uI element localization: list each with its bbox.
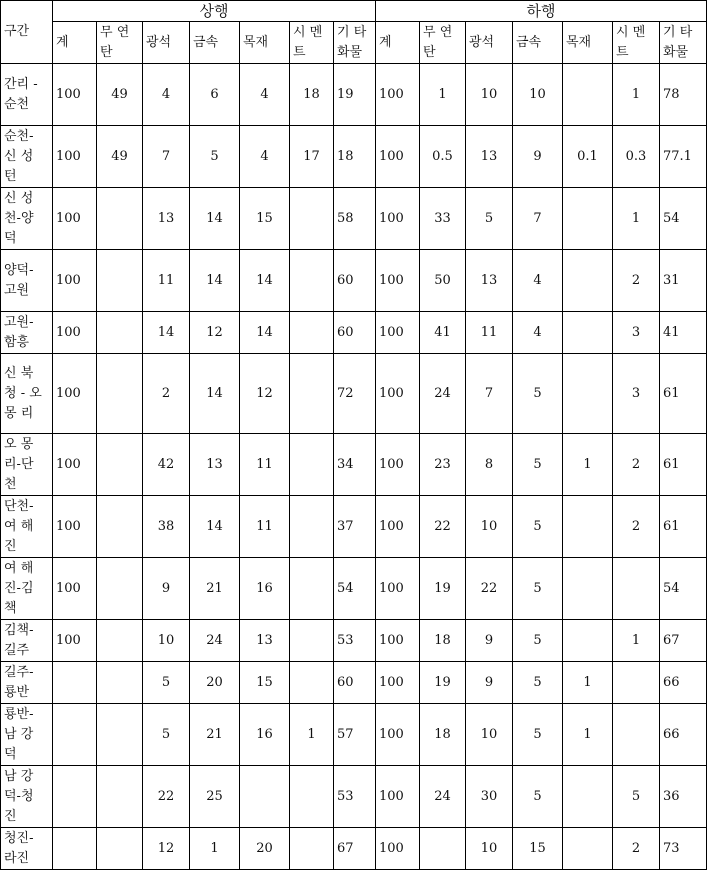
up-value-cell: 14 — [190, 188, 240, 250]
up-value-cell — [290, 496, 334, 558]
down-value-cell: 61 — [660, 434, 707, 496]
table-row — [1, 250, 707, 312]
up-value-cell — [97, 620, 143, 662]
down-value-cell: 23 — [420, 434, 466, 496]
down-value-cell: 100 — [376, 188, 420, 250]
up-value-cell: 14 — [190, 354, 240, 434]
down-value-cell — [563, 558, 613, 620]
down-value-cell: 5 — [513, 354, 563, 434]
up-value-cell: 100 — [53, 312, 97, 354]
up-value-cell: 100 — [53, 126, 97, 188]
down-value-cell: 9 — [466, 662, 513, 704]
segment-cell: 신 북 청 - 오 몽 리 — [1, 354, 53, 434]
up-value-cell: 11 — [240, 496, 290, 558]
down-value-cell: 100 — [376, 496, 420, 558]
table-row — [1, 126, 707, 188]
up-value-cell: 54 — [334, 558, 376, 620]
down-value-cell: 4 — [513, 312, 563, 354]
segment-cell: 고원- 함흥 — [1, 312, 53, 354]
down-value-cell: 5 — [513, 620, 563, 662]
up-value-cell — [53, 766, 97, 828]
down-value-cell: 1 — [613, 620, 660, 662]
down-value-cell: 1 — [613, 64, 660, 126]
up-value-cell: 60 — [334, 250, 376, 312]
up-value-cell: 42 — [143, 434, 190, 496]
up-value-cell: 53 — [334, 766, 376, 828]
down-direction-header: 하행 — [376, 1, 707, 22]
up-value-cell: 22 — [143, 766, 190, 828]
up-value-cell: 10 — [143, 620, 190, 662]
down-value-cell: 0.3 — [613, 126, 660, 188]
down-value-cell: 100 — [376, 354, 420, 434]
down-value-cell: 10 — [466, 704, 513, 766]
segment-cell: 길주- 룡반 — [1, 662, 53, 704]
up-value-cell — [97, 188, 143, 250]
up-value-cell — [97, 662, 143, 704]
down-value-cell: 3 — [613, 312, 660, 354]
up-value-cell — [53, 662, 97, 704]
table-row — [1, 434, 707, 496]
down-value-cell — [613, 704, 660, 766]
up-value-cell: 49 — [97, 126, 143, 188]
up-value-cell: 60 — [334, 312, 376, 354]
down-value-cell: 9 — [466, 620, 513, 662]
down-value-cell: 2 — [613, 434, 660, 496]
up-value-cell: 9 — [143, 558, 190, 620]
down-value-cell: 100 — [376, 250, 420, 312]
segment-cell: 오 몽 리-단 천 — [1, 434, 53, 496]
up-value-cell: 100 — [53, 496, 97, 558]
down-value-cell — [563, 354, 613, 434]
up-value-cell: 100 — [53, 354, 97, 434]
down-cement-header: 시 멘트 — [613, 22, 660, 64]
down-value-cell: 5 — [513, 704, 563, 766]
down-value-cell: 1 — [563, 704, 613, 766]
table-row — [1, 558, 707, 620]
down-value-cell — [563, 766, 613, 828]
segment-cell: 김책- 길주 — [1, 620, 53, 662]
down-value-cell: 5 — [513, 766, 563, 828]
up-value-cell: 1 — [190, 828, 240, 870]
up-value-cell — [53, 704, 97, 766]
down-value-cell: 100 — [376, 434, 420, 496]
up-value-cell: 18 — [290, 64, 334, 126]
up-value-cell: 5 — [143, 704, 190, 766]
segment-column-header: 구간 — [1, 1, 53, 64]
down-other-header: 기 타 화물 — [660, 22, 707, 64]
table-row — [1, 188, 707, 250]
up-value-cell: 24 — [190, 620, 240, 662]
up-value-cell: 58 — [334, 188, 376, 250]
down-value-cell: 19 — [420, 558, 466, 620]
down-value-cell — [613, 558, 660, 620]
up-value-cell: 4 — [240, 64, 290, 126]
table-row — [1, 312, 707, 354]
down-metal-header: 금속 — [513, 22, 563, 64]
down-value-cell: 11 — [466, 312, 513, 354]
up-value-cell: 12 — [240, 354, 290, 434]
up-anthracite-header: 무 연탄 — [97, 22, 143, 64]
up-value-cell — [97, 354, 143, 434]
up-value-cell: 14 — [190, 496, 240, 558]
down-value-cell: 100 — [376, 312, 420, 354]
up-value-cell: 60 — [334, 662, 376, 704]
down-value-cell: 100 — [376, 704, 420, 766]
down-value-cell: 10 — [466, 496, 513, 558]
down-value-cell: 0.5 — [420, 126, 466, 188]
up-value-cell — [290, 662, 334, 704]
up-total-header: 계 — [53, 22, 97, 64]
down-value-cell: 0.1 — [563, 126, 613, 188]
down-value-cell: 13 — [466, 126, 513, 188]
up-value-cell: 21 — [190, 704, 240, 766]
up-value-cell: 53 — [334, 620, 376, 662]
down-value-cell: 1 — [563, 662, 613, 704]
down-value-cell: 9 — [513, 126, 563, 188]
up-value-cell: 49 — [97, 64, 143, 126]
down-value-cell: 10 — [513, 64, 563, 126]
up-value-cell: 6 — [190, 64, 240, 126]
up-value-cell — [97, 704, 143, 766]
up-value-cell — [290, 620, 334, 662]
table-row — [1, 662, 707, 704]
up-value-cell: 21 — [190, 558, 240, 620]
up-value-cell: 72 — [334, 354, 376, 434]
down-value-cell: 1 — [563, 434, 613, 496]
up-value-cell: 12 — [143, 828, 190, 870]
up-value-cell: 100 — [53, 434, 97, 496]
up-value-cell: 15 — [240, 188, 290, 250]
down-value-cell: 5 — [513, 434, 563, 496]
up-cement-header: 시 멘트 — [290, 22, 334, 64]
up-value-cell: 100 — [53, 620, 97, 662]
up-value-cell: 13 — [190, 434, 240, 496]
group-header-row — [1, 1, 707, 22]
up-value-cell — [290, 354, 334, 434]
down-ore-header: 광석 — [466, 22, 513, 64]
down-value-cell: 33 — [420, 188, 466, 250]
down-value-cell: 100 — [376, 662, 420, 704]
up-value-cell: 14 — [240, 312, 290, 354]
down-value-cell: 1 — [420, 64, 466, 126]
segment-cell: 양덕- 고원 — [1, 250, 53, 312]
down-timber-header: 목재 — [563, 22, 613, 64]
down-value-cell: 66 — [660, 662, 707, 704]
up-value-cell: 57 — [334, 704, 376, 766]
up-value-cell: 100 — [53, 250, 97, 312]
down-value-cell — [563, 496, 613, 558]
down-value-cell: 19 — [420, 662, 466, 704]
up-value-cell: 38 — [143, 496, 190, 558]
down-value-cell: 10 — [466, 828, 513, 870]
up-value-cell: 12 — [190, 312, 240, 354]
down-value-cell: 100 — [376, 64, 420, 126]
down-value-cell: 73 — [660, 828, 707, 870]
down-value-cell: 78 — [660, 64, 707, 126]
down-value-cell — [563, 64, 613, 126]
down-value-cell: 77.1 — [660, 126, 707, 188]
up-value-cell: 16 — [240, 558, 290, 620]
up-value-cell: 34 — [334, 434, 376, 496]
up-value-cell: 100 — [53, 64, 97, 126]
down-value-cell: 7 — [513, 188, 563, 250]
up-value-cell: 67 — [334, 828, 376, 870]
up-value-cell: 4 — [143, 64, 190, 126]
down-value-cell: 100 — [376, 620, 420, 662]
down-value-cell: 5 — [513, 662, 563, 704]
up-value-cell — [290, 558, 334, 620]
table-row — [1, 620, 707, 662]
down-value-cell: 67 — [660, 620, 707, 662]
down-value-cell: 66 — [660, 704, 707, 766]
up-value-cell: 18 — [334, 126, 376, 188]
sub-header-row — [1, 22, 707, 64]
down-value-cell — [563, 312, 613, 354]
down-value-cell — [563, 188, 613, 250]
up-value-cell: 5 — [143, 662, 190, 704]
up-value-cell: 20 — [240, 828, 290, 870]
up-timber-header: 목재 — [240, 22, 290, 64]
up-value-cell: 14 — [190, 250, 240, 312]
down-value-cell: 54 — [660, 188, 707, 250]
up-value-cell — [290, 188, 334, 250]
down-value-cell: 31 — [660, 250, 707, 312]
table-row — [1, 64, 707, 126]
up-value-cell: 4 — [240, 126, 290, 188]
up-value-cell — [290, 312, 334, 354]
down-value-cell: 22 — [466, 558, 513, 620]
up-value-cell — [240, 766, 290, 828]
up-value-cell: 13 — [240, 620, 290, 662]
down-value-cell: 24 — [420, 766, 466, 828]
down-value-cell: 36 — [660, 766, 707, 828]
up-value-cell — [97, 496, 143, 558]
up-value-cell — [97, 558, 143, 620]
up-value-cell: 16 — [240, 704, 290, 766]
down-value-cell: 22 — [420, 496, 466, 558]
down-value-cell: 5 — [513, 558, 563, 620]
up-value-cell: 17 — [290, 126, 334, 188]
down-value-cell: 13 — [466, 250, 513, 312]
down-value-cell: 5 — [613, 766, 660, 828]
table-body — [1, 64, 707, 870]
segment-cell: 남 강 덕-청 진 — [1, 766, 53, 828]
table-row — [1, 766, 707, 828]
up-value-cell — [97, 766, 143, 828]
down-value-cell: 3 — [613, 354, 660, 434]
up-value-cell: 2 — [143, 354, 190, 434]
up-value-cell: 11 — [143, 250, 190, 312]
down-value-cell: 1 — [613, 188, 660, 250]
down-value-cell: 100 — [376, 766, 420, 828]
down-value-cell: 5 — [466, 188, 513, 250]
up-value-cell: 11 — [240, 434, 290, 496]
down-value-cell: 18 — [420, 620, 466, 662]
down-value-cell: 10 — [466, 64, 513, 126]
segment-cell: 룡반- 남 강 덕 — [1, 704, 53, 766]
down-value-cell: 18 — [420, 704, 466, 766]
down-value-cell: 41 — [420, 312, 466, 354]
segment-cell: 간리 -순천 — [1, 64, 53, 126]
down-value-cell: 100 — [376, 828, 420, 870]
up-value-cell: 5 — [190, 126, 240, 188]
down-value-cell: 24 — [420, 354, 466, 434]
up-metal-header: 금속 — [190, 22, 240, 64]
up-value-cell: 25 — [190, 766, 240, 828]
down-value-cell: 4 — [513, 250, 563, 312]
down-value-cell: 61 — [660, 354, 707, 434]
down-value-cell: 5 — [513, 496, 563, 558]
up-ore-header: 광석 — [143, 22, 190, 64]
up-value-cell: 100 — [53, 558, 97, 620]
up-value-cell — [290, 250, 334, 312]
up-direction-header: 상행 — [53, 1, 376, 22]
down-value-cell — [563, 620, 613, 662]
down-anthracite-header: 무 연탄 — [420, 22, 466, 64]
segment-cell: 신 성 천-양 덕 — [1, 188, 53, 250]
segment-cell: 청진- 라진 — [1, 828, 53, 870]
down-value-cell: 8 — [466, 434, 513, 496]
up-value-cell: 19 — [334, 64, 376, 126]
table-row — [1, 496, 707, 558]
table-row — [1, 704, 707, 766]
up-value-cell: 37 — [334, 496, 376, 558]
down-value-cell: 15 — [513, 828, 563, 870]
up-value-cell: 1 — [290, 704, 334, 766]
up-value-cell: 14 — [143, 312, 190, 354]
up-value-cell: 13 — [143, 188, 190, 250]
up-value-cell — [97, 434, 143, 496]
down-value-cell: 2 — [613, 828, 660, 870]
down-value-cell: 61 — [660, 496, 707, 558]
table-row — [1, 354, 707, 434]
down-value-cell: 100 — [376, 126, 420, 188]
up-value-cell — [97, 250, 143, 312]
down-value-cell: 50 — [420, 250, 466, 312]
up-value-cell — [97, 312, 143, 354]
down-value-cell: 7 — [466, 354, 513, 434]
down-value-cell: 2 — [613, 250, 660, 312]
up-value-cell: 15 — [240, 662, 290, 704]
up-value-cell — [290, 766, 334, 828]
up-other-header: 기 타 화물 — [334, 22, 376, 64]
down-value-cell — [563, 250, 613, 312]
up-value-cell: 14 — [240, 250, 290, 312]
down-value-cell: 54 — [660, 558, 707, 620]
segment-cell: 단천- 여 해 진 — [1, 496, 53, 558]
up-value-cell: 20 — [190, 662, 240, 704]
down-value-cell: 100 — [376, 558, 420, 620]
down-total-header: 계 — [376, 22, 420, 64]
down-value-cell — [613, 662, 660, 704]
up-value-cell — [290, 434, 334, 496]
segment-cell: 순천- 신 성 턴 — [1, 126, 53, 188]
down-value-cell: 30 — [466, 766, 513, 828]
up-value-cell: 100 — [53, 188, 97, 250]
up-value-cell: 7 — [143, 126, 190, 188]
down-value-cell: 41 — [660, 312, 707, 354]
segment-cell: 여 해 진-김 책 — [1, 558, 53, 620]
down-value-cell: 2 — [613, 496, 660, 558]
